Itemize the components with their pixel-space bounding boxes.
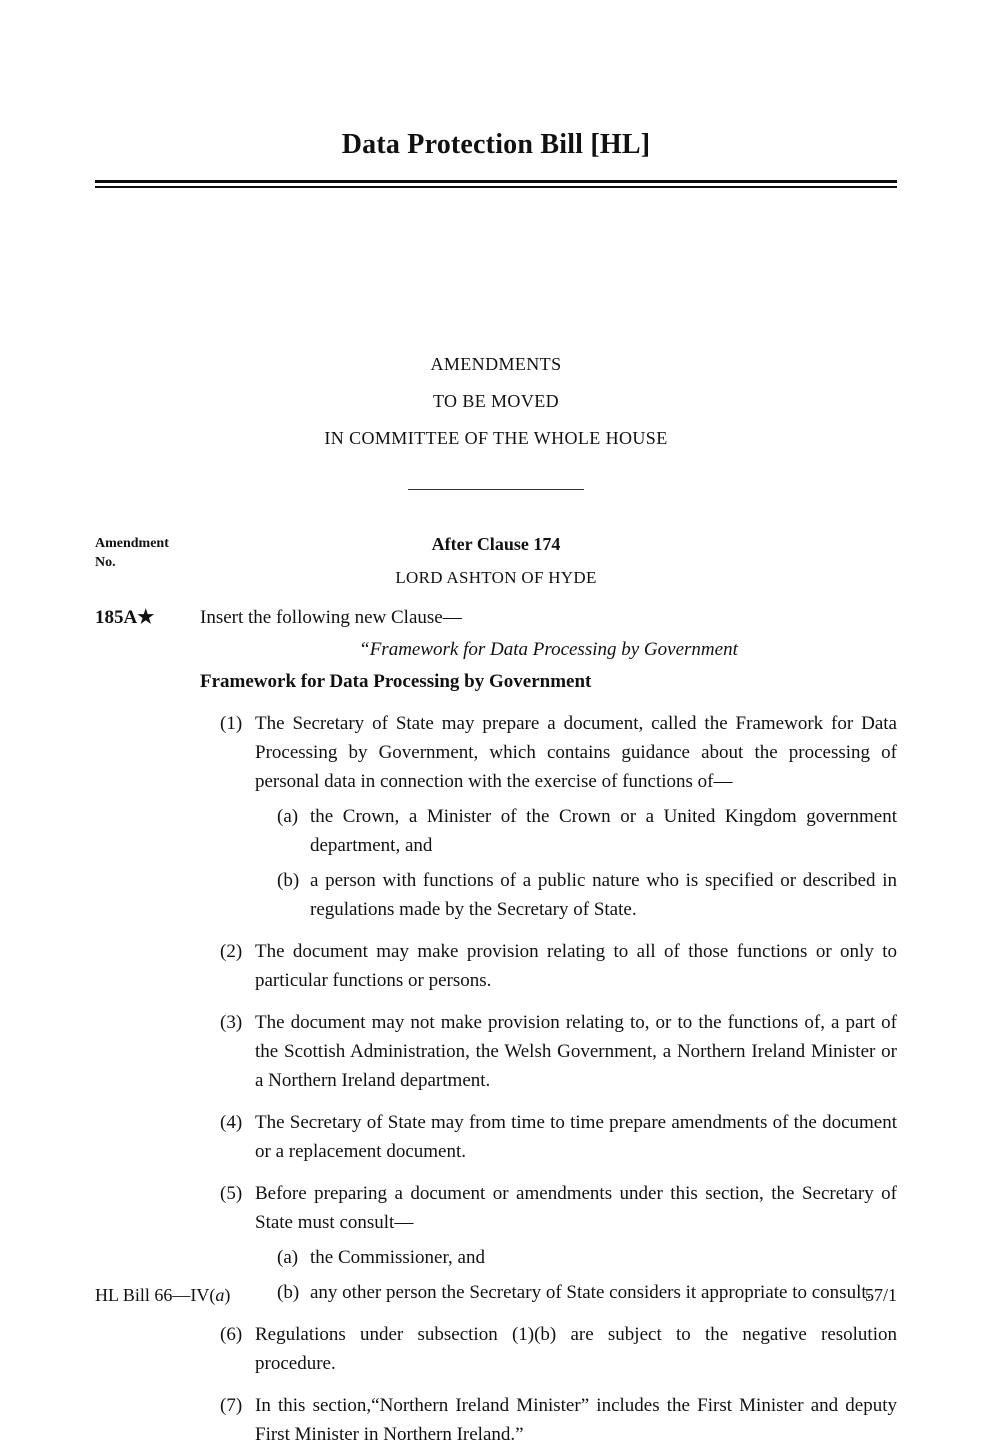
amendment-no-label-line-1: Amendment bbox=[95, 535, 169, 551]
after-clause-heading: After Clause 174 bbox=[431, 533, 561, 554]
bill-reference bbox=[95, 1283, 230, 1307]
subsection-text: The Secretary of State may from time to time prepare amendments of the document or a replacement document. bbox=[255, 1111, 897, 1162]
bill-reference-suffix: ) bbox=[224, 1284, 231, 1305]
amendment-no-label bbox=[95, 534, 169, 572]
subsection-7 bbox=[200, 1391, 897, 1449]
title-double-rule bbox=[95, 180, 897, 188]
document-page bbox=[0, 19, 991, 1445]
subsection-1 bbox=[200, 709, 897, 924]
subsection-number: (4) bbox=[220, 1111, 243, 1133]
subsection-text: The document may make provision relating to all of those functions or only to particular functions or persons. bbox=[255, 940, 897, 991]
sub-item-1a bbox=[200, 802, 897, 860]
subsection-text: Regulations under subsection (1)(b) are subject to the negative resolution procedure. bbox=[255, 1323, 897, 1374]
new-clause-quoted-title: “Framework for Data Processing by Government bbox=[359, 638, 738, 660]
bill-title: Data Protection Bill [HL] bbox=[341, 128, 651, 160]
amendment-content bbox=[200, 603, 897, 1449]
amendment-no-label-line-2: No. bbox=[95, 554, 116, 570]
sub-item-number: (a) bbox=[277, 1246, 299, 1268]
sub-item-text: a person with functions of a public nature who is specified or described in regulations made by the Secretary of State. bbox=[310, 869, 897, 920]
page-footer bbox=[95, 1283, 897, 1307]
subsection-number: (3) bbox=[220, 1011, 243, 1033]
subsection-text: Before preparing a document or amendments under this section, the Secretary of State must consult— bbox=[255, 1182, 897, 1233]
sub-item-text: the Commissioner, and bbox=[310, 1246, 485, 1268]
sub-item-5a bbox=[200, 1243, 897, 1272]
amendments-heading-line-1: AMENDMENTS bbox=[430, 353, 562, 374]
subsection-number: (1) bbox=[220, 712, 243, 734]
subsection-text: The Secretary of State may prepare a document, called the Framework for Data Processing by Government, which contains guidance about the processing of personal data in connection with the exercise of functions of— bbox=[255, 712, 897, 792]
amendment-instruction: Insert the following new Clause— bbox=[200, 606, 462, 628]
amendments-heading-block bbox=[95, 346, 897, 490]
amendments-heading-line-2: TO BE MOVED bbox=[432, 390, 560, 411]
subsection-2 bbox=[200, 937, 897, 995]
sub-item-text: the Crown, a Minister of the Crown or a United Kingdom government department, and bbox=[310, 805, 897, 856]
subsection-number: (2) bbox=[220, 940, 243, 962]
subsection-6 bbox=[200, 1320, 897, 1378]
subsection-3 bbox=[200, 1008, 897, 1095]
amendment-body bbox=[95, 603, 897, 1449]
subsection-text: In this section,“Northern Ireland Minister” includes the First Minister and deputy First Minister in Northern Ireland.” bbox=[255, 1394, 897, 1445]
sub-item-number: (b) bbox=[277, 1281, 300, 1303]
sub-item-number: (a) bbox=[277, 805, 299, 827]
separator-rule bbox=[408, 489, 584, 490]
new-clause-heading: Framework for Data Processing by Government bbox=[200, 670, 592, 692]
amendment-number: 185A★ bbox=[95, 606, 155, 628]
amendments-heading-line-3: IN COMMITTEE OF THE WHOLE HOUSE bbox=[324, 427, 668, 448]
subsection-number: (6) bbox=[220, 1323, 243, 1345]
sub-item-1b bbox=[200, 866, 897, 924]
subsection-number: (7) bbox=[220, 1394, 243, 1416]
clause-header bbox=[95, 532, 897, 589]
bill-reference-italic: a bbox=[215, 1284, 225, 1305]
subsection-4 bbox=[200, 1108, 897, 1166]
sub-item-number: (b) bbox=[277, 869, 300, 891]
mover-name: LORD ASHTON OF HYDE bbox=[395, 567, 597, 587]
subsection-text: The document may not make provision relating to, or to the functions of, a part of the Scottish Administration, the Welsh Government, a Northern Ireland Minister or a Northern Ireland department. bbox=[255, 1011, 897, 1091]
sub-item-text: any other person the Secretary of State considers it appropriate to consult. bbox=[310, 1281, 872, 1303]
sheet-number: 57/1 bbox=[864, 1284, 897, 1305]
subsection-number: (5) bbox=[220, 1182, 243, 1204]
bill-reference-prefix: HL Bill 66—IV( bbox=[95, 1284, 216, 1305]
